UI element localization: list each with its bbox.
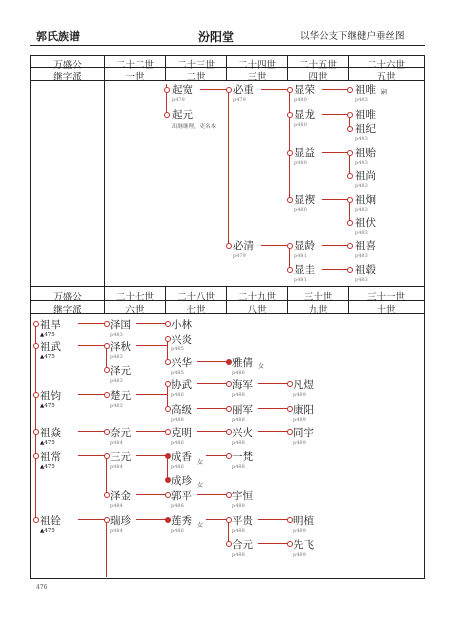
header-cell: 继字派: [53, 72, 82, 83]
header-cell: 七世: [186, 305, 206, 316]
header-cell: 三十一世: [366, 292, 405, 303]
person-fanyu: 凡煜: [293, 379, 314, 391]
page-header: [0, 0, 455, 44]
branch-line: [78, 323, 106, 324]
header-cell: 四世: [308, 72, 328, 83]
branch-line: [136, 394, 167, 395]
marker: ▲475: [40, 354, 55, 360]
person-zuhan: 祖旱: [40, 319, 61, 331]
branch-line: [136, 455, 167, 456]
female-mark: 女: [197, 482, 204, 489]
page-ref: p488: [232, 392, 245, 398]
book-title: 郭氏族谱: [36, 30, 80, 43]
person-qikuan: 起宽: [172, 84, 193, 96]
page-ref: p478: [172, 97, 185, 103]
branch-line: [322, 199, 349, 200]
person-zuji: 祖纪: [355, 123, 376, 135]
page-ref: p486: [171, 440, 184, 446]
person-xianyi: 显益: [294, 147, 315, 159]
person-zeguo: 泽国: [110, 319, 131, 331]
person-xianlong: 显龙: [294, 109, 315, 121]
header-cell: 二十九世: [237, 292, 276, 303]
page-ref: p489: [293, 392, 306, 398]
page-ref: p486: [171, 392, 184, 398]
page-ref: p483: [355, 160, 368, 166]
branch-line: [258, 383, 289, 384]
header-cell: 五世: [376, 72, 396, 83]
person-chengxiang: 成香: [171, 451, 192, 463]
page-ref: p479: [233, 253, 246, 259]
branch-line: [228, 89, 229, 245]
page-ref: p484: [110, 464, 123, 470]
header-cell: 三世: [247, 72, 267, 83]
person-heyuan: 合元: [232, 539, 253, 551]
person-chengzhen: 成珍: [171, 475, 192, 487]
person-tongyu: 同宇: [293, 427, 314, 439]
page-ref: p481: [294, 277, 307, 283]
branch-line: [136, 431, 167, 432]
branch-line: [136, 494, 167, 495]
branch-line: [197, 431, 228, 432]
page-ref: p480: [294, 160, 307, 166]
person-zufu: 祖伏: [355, 217, 376, 229]
page-ref: p485: [171, 370, 184, 376]
person-zuyan: 祖焱: [40, 427, 61, 439]
header-cell: 十世: [376, 305, 396, 316]
person-qiyuan: 起元: [172, 109, 193, 121]
page-ref: p488: [232, 552, 245, 558]
person-yuheng: 宇恒: [232, 490, 253, 502]
branch-line: [197, 494, 228, 495]
branch-line: [78, 345, 106, 346]
person-guoping: 郭平: [171, 490, 192, 502]
person-zuyi: 祖贻: [355, 147, 376, 159]
page-ref: p483: [110, 332, 123, 338]
person-gaoji: 高级: [171, 404, 192, 416]
person-biqing: 必清: [233, 240, 254, 252]
branch-line: [206, 455, 228, 456]
branch-line: [106, 519, 107, 577]
person-yaqian: 雅倩: [232, 357, 253, 369]
person-zujun: 祖钧: [40, 390, 61, 402]
person-xinghua: 兴华: [171, 357, 192, 369]
person-xianrong: 显荣: [294, 84, 315, 96]
branch-line: [136, 519, 167, 520]
page-ref: p488: [232, 528, 245, 534]
person-xingyan: 兴炎: [171, 334, 192, 346]
header-cell: 九世: [308, 305, 328, 316]
branch-line: [200, 89, 228, 90]
person-zejin: 泽金: [110, 490, 131, 502]
branch-line: [35, 323, 36, 520]
branch-line: [258, 408, 289, 409]
person-kangyang: 康阳: [293, 404, 314, 416]
page-ref: p486: [171, 417, 184, 423]
person-zuwu: 祖武: [40, 341, 61, 353]
person-yifan: 一梵: [232, 451, 253, 463]
branch-line: [78, 431, 106, 432]
branch-line: [322, 89, 349, 90]
header-cell: 二世: [186, 72, 206, 83]
page-ref: p483: [355, 97, 368, 103]
page-ref: p488: [232, 417, 245, 423]
marker: ▲475: [40, 403, 55, 409]
page-ref: p489: [293, 440, 306, 446]
page-ref: p483: [355, 183, 368, 189]
header-cell: 二十六世: [366, 60, 405, 71]
header-cell: 六世: [125, 305, 145, 316]
page-ref: p484: [110, 440, 123, 446]
person-zeyuan: 泽元: [110, 365, 131, 377]
person-zeqiu: 泽秋: [110, 341, 131, 353]
branch-line: [136, 345, 167, 346]
person-zujiong: 祖炯: [355, 194, 376, 206]
person-zuwei: 祖唯: [355, 84, 376, 96]
person-xianxie: 显禊: [294, 194, 315, 206]
person-bizhong: 必重: [233, 84, 254, 96]
person-xianling: 显龄: [294, 240, 315, 252]
page-ref: p486: [171, 503, 184, 509]
header-cell: 二十八世: [176, 292, 215, 303]
branch-line: [106, 455, 107, 494]
person-xiaolin: 小林: [171, 319, 192, 331]
person-zuchang: 祖常: [40, 451, 61, 463]
branch-line: [136, 323, 167, 324]
female-mark: 女: [197, 522, 204, 529]
branch-line: [261, 245, 289, 246]
person-zuquan: 祖铨: [40, 515, 61, 527]
branch-line: [322, 114, 349, 115]
person-xianfei: 先飞: [293, 539, 314, 551]
header-cell: 万盛公: [53, 60, 82, 71]
page-ref: p488: [232, 464, 245, 470]
person-sanyuan: 三元: [110, 451, 131, 463]
note-text: 出继继理，吏名本: [172, 124, 217, 130]
adopted-mark: 嗣: [381, 89, 388, 96]
marker: ▲475: [40, 440, 55, 446]
page-ref: p481: [294, 253, 307, 259]
female-mark: 女: [258, 363, 265, 370]
person-xiangui: 显圭: [294, 264, 315, 276]
page-ref: p484: [110, 503, 123, 509]
page-ref: p488: [232, 503, 245, 509]
person-zuwei-2: 祖唯: [355, 109, 376, 121]
header-cell: 继字派: [53, 305, 82, 316]
marker: ▲475: [40, 332, 55, 338]
person-xiewu: 协武: [171, 379, 192, 391]
page-ref: p483: [110, 354, 123, 360]
page-ref: p485: [171, 346, 184, 352]
female-mark: 女: [197, 459, 204, 466]
header-cell: 一世: [125, 72, 145, 83]
hall-name: 汾阳堂: [198, 30, 235, 44]
page-ref: p480: [294, 122, 307, 128]
branch-line: [289, 89, 290, 201]
page-ref: p483: [355, 136, 368, 142]
header-cell: 二十七世: [115, 292, 154, 303]
person-pinggui: 平贵: [232, 515, 253, 527]
page-ref: p480: [294, 97, 307, 103]
person-naiyuan: 奈元: [110, 427, 131, 439]
branch-line: [322, 245, 349, 246]
branch-line: [197, 383, 228, 384]
page-ref: p489: [293, 417, 306, 423]
branch-line: [322, 152, 349, 153]
branch-line: [258, 543, 289, 544]
marker: ▲475: [40, 464, 55, 470]
person-zuxi: 祖喜: [355, 240, 376, 252]
branch-line: [197, 361, 228, 362]
page-ref: p479: [233, 97, 246, 103]
chart-subtitle: 以华公支下继健户垂丝图: [300, 31, 405, 42]
person-haijun: 海军: [232, 379, 253, 391]
branch-line: [78, 455, 106, 456]
page-ref: p483: [355, 230, 368, 236]
page-ref: p483: [355, 277, 368, 283]
branch-line: [197, 408, 228, 409]
branch-line: [258, 431, 289, 432]
page-ref: p489: [293, 528, 306, 534]
person-lianxiu: 莲秀: [171, 515, 192, 527]
page-ref: p489: [293, 552, 306, 558]
header-cell: 万盛公: [53, 292, 82, 303]
header-rule: [30, 45, 425, 46]
header-cell: 二十五世: [298, 60, 337, 71]
branch-line: [206, 519, 228, 520]
person-keming: 克明: [171, 427, 192, 439]
marker: ▲475: [40, 528, 55, 534]
header-cell: 八世: [247, 305, 267, 316]
branch-line: [261, 89, 289, 90]
person-ruizhen: 瑞珍: [110, 515, 131, 527]
person-zugu: 祖毂: [355, 264, 376, 276]
page-ref: p480: [294, 207, 307, 213]
page-ref: p488: [232, 440, 245, 446]
page-ref: p483: [110, 378, 123, 384]
person-chuyuan: 楚元: [110, 390, 131, 402]
person-xinghuo: 兴火: [232, 427, 253, 439]
branch-line: [78, 394, 106, 395]
header-cell: 三十世: [303, 292, 333, 303]
page-ref: p486: [171, 464, 184, 470]
branch-line: [258, 519, 289, 520]
header-cell: 二十四世: [237, 60, 276, 71]
header-cell: 二十三世: [176, 60, 215, 71]
column-rule: [104, 80, 105, 286]
section-divider: [30, 286, 425, 287]
person-lijun: 丽军: [232, 404, 253, 416]
page-ref: p483: [355, 207, 368, 213]
header-cell: 二十二世: [115, 60, 154, 71]
branch-line: [78, 519, 106, 520]
branch-line: [322, 269, 349, 270]
person-zushang: 祖尚: [355, 170, 376, 182]
page-ref: p483: [355, 253, 368, 259]
page-ref: p483: [110, 403, 123, 409]
person-mingzhi: 明植: [293, 515, 314, 527]
page-ref: p484: [110, 528, 123, 534]
page-ref: p486: [232, 370, 245, 376]
page-ref: p486: [171, 528, 184, 534]
page-number: 476: [36, 584, 48, 591]
